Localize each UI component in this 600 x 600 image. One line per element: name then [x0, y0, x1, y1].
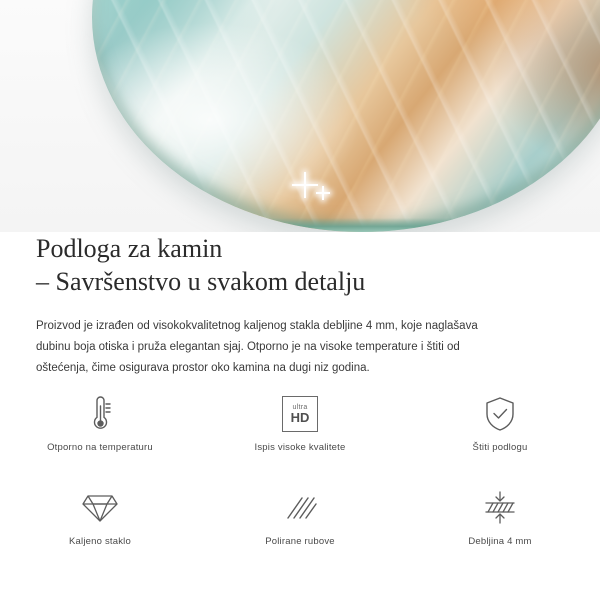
feature-item-temperature	[0, 392, 200, 470]
description-paragraph: Proizvod je izrađen od visokokvalitetnog kaljenog stakla debljine 4 mm, koje naglašava dubinu boja otiska i pruža elegantan sjaj. Otporno je na visoke temperature i štiti od oštećenja, čime osigurava prostor oko kamina na dugi niz godina.	[36, 320, 478, 374]
feature-label: Kaljeno staklo	[69, 536, 131, 547]
feature-item-thickness	[400, 486, 600, 564]
thermometer-icon	[84, 392, 116, 436]
feature-item-protection	[400, 392, 600, 470]
hero-image	[0, 0, 600, 232]
ultra-hd-badge	[282, 396, 318, 432]
shield-check-icon	[482, 392, 518, 436]
round-glass-board-image	[92, 0, 600, 232]
feature-item-polished-edges	[200, 486, 400, 564]
headline-line-2: – Savršenstvo u svakom detalju	[36, 267, 366, 296]
ultra-text: ultra	[292, 404, 308, 411]
headline-line-1: Podloga za kamin	[36, 234, 223, 263]
feature-label: Polirane rubove	[265, 536, 335, 547]
feature-item-tempered-glass	[0, 486, 200, 564]
feature-label: Otporno na temperaturu	[47, 442, 153, 453]
page-title	[0, 232, 600, 298]
feature-grid	[0, 392, 600, 564]
feature-label: Štiti podlogu	[472, 442, 528, 453]
hd-text: HD	[290, 410, 310, 425]
polished-edges-icon	[282, 486, 318, 530]
text-block	[0, 232, 600, 379]
feature-label: Debljina 4 mm	[468, 536, 532, 547]
feature-label: Ispis visoke kvalitete	[254, 442, 346, 453]
diamond-icon	[80, 486, 120, 530]
ultra-hd-icon	[282, 392, 318, 436]
feature-item-print-quality	[200, 392, 400, 470]
thickness-icon	[480, 486, 520, 530]
